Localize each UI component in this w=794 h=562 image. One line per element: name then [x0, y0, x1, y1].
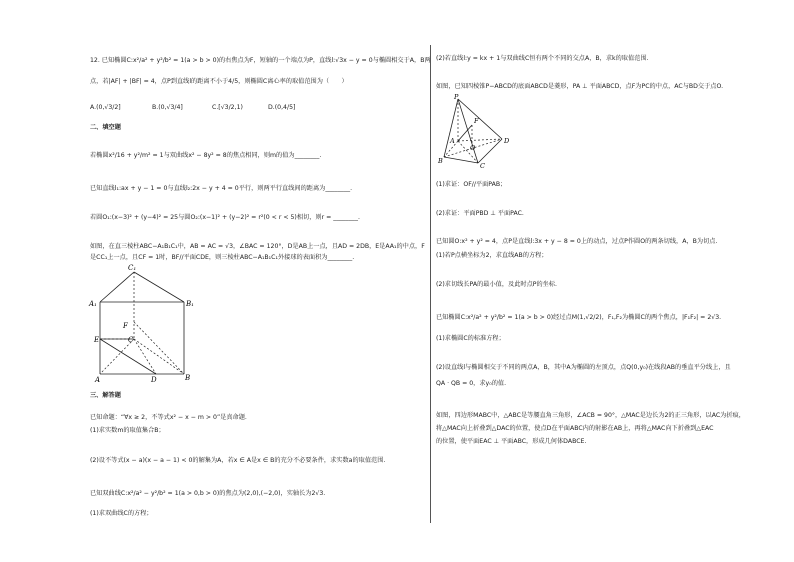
- fill-question-2: 已知直线l₁:ax + y − 1 = 0与直线l₂:2x − y + 4 = 0平行，则两平行直线间的距离为________.: [90, 185, 353, 192]
- q12-option-b: B.(0,√3/4]: [152, 104, 183, 111]
- answer-1-line1: 已知命题：“∀x ≥ 2，不等式x² − x − m > 0”是真命题.: [90, 414, 247, 421]
- q12-option-a: A.(0,√3/2]: [90, 104, 121, 111]
- label-c: C: [128, 336, 134, 344]
- label-b: B: [185, 374, 191, 382]
- right-line-14: 的位置，使平面EAC ⊥ 平面ABC，形成几何体DABCE.: [436, 438, 587, 445]
- right-line-4: (2)求证：平面PBD ⊥ 平面PAC.: [436, 210, 524, 217]
- label-p: P: [454, 93, 459, 101]
- section-fill-in-heading: 二、填空题: [90, 124, 121, 131]
- answer-2-line1: 已知双曲线C:x²/a² − y²/b² = 1(a > 0,b > 0)的焦点为(2,0),(−2,0)，实轴长为2√3.: [90, 490, 326, 497]
- label-b-pyramid: B: [438, 157, 443, 165]
- label-a1: A₁: [89, 300, 97, 308]
- label-f: F: [123, 322, 128, 330]
- label-c-pyramid: C: [480, 162, 485, 169]
- q12-line1: 12. 已知椭圆C:x²/a² + y²/b² = 1(a > b > 0)的右焦点为F，短轴的一个端点为P，直线l:√3x − y = 0与椭圆相交于A，B两: [90, 57, 431, 64]
- right-column: [432, 0, 794, 562]
- right-line-8: 已知椭圆C:x²/a² + y²/b² = 1(a > b > 0)经过点M(1,√2/2)，F₁,F₂为椭圆C的两个焦点，|F₁F₂| = 2√3.: [436, 314, 722, 321]
- prism-figure: [88, 262, 198, 386]
- answer-2-line2: (1)求双曲线C的方程；: [90, 510, 153, 517]
- column-divider: [430, 45, 431, 523]
- label-f-pyramid: F: [474, 117, 479, 125]
- label-e: E: [94, 336, 100, 344]
- fill-question-4-line1: 如图，在直三棱柱ABC−A₁B₁C₁中，AB = AC = √3，∠BAC = 120°，D是AB上一点，且AD = 2DB，E是AA₁的中点，F: [90, 243, 425, 250]
- q12-line2: 点，若|AF| + |BF| = 4，点P到直线l的距离不小于4/5，则椭圆C离心率的取值范围为（ ）: [90, 78, 348, 85]
- right-line-5: 已知圆O:x² + y² = 4，点P是直线l:3x + y − 8 = 0上的动点，过点P作圆O的两条切线，A，B为切点.: [436, 238, 718, 245]
- fill-question-4-line2: 是CC₁上一点，且CF = 1时，BF//平面CDE，则三棱柱ABC−A₁B₁C₁外接球的表面积为________.: [90, 254, 355, 261]
- label-a-pyramid: A: [450, 137, 455, 145]
- label-o-pyramid: O: [470, 144, 476, 152]
- q12-option-c: C.[√3/2,1): [212, 104, 243, 111]
- right-line-12: 如图，四边形MABC中，△ABC是等腰直角三角形，∠ACB = 90°，△MAC是边长为2的正三角形，以AC为折痕，: [436, 412, 745, 419]
- label-d-pyramid: D: [504, 137, 510, 145]
- label-d: D: [151, 376, 157, 384]
- label-c1: C₁: [128, 264, 137, 272]
- label-b1: B₁: [186, 300, 194, 308]
- right-line-2: 如图，已知四棱锥P−ABCD的底面ABCD是菱形，PA ⊥ 平面ABCD，点F为PC的中点，AC与BD交于点O.: [436, 83, 724, 90]
- right-line-11: QA · QB = 0，求y₀的值.: [436, 380, 507, 387]
- q12-option-d: D.(0,4/5]: [268, 104, 296, 111]
- answer-1-line3: (2)设不等式(x − a)(x − a − 1) < 0的解集为A，若x ∈ A是x ∈ B的充分不必要条件，求实数a的取值范围.: [90, 457, 386, 464]
- pyramid-figure: [436, 93, 526, 169]
- fill-question-3: 若圆O₁:(x−3)² + (y−4)² = 25与圆O₂:(x−1)² + (y−2)² = r²(0 < r < 5)相切，则r = ________.: [90, 214, 360, 221]
- right-line-7: (2)求切线长PA的最小值，及此时点P的坐标.: [436, 281, 558, 288]
- right-line-3: (1)求证：OF//平面PAB；: [436, 181, 507, 188]
- section-answer-heading: 三、解答题: [90, 392, 121, 399]
- right-line-1: (2)若直线l:y = kx + 1与双曲线C恒有两个不同的交点A，B，求k的取值范围.: [436, 55, 649, 62]
- right-line-9: (1)求椭圆C的标准方程；: [436, 335, 505, 342]
- right-line-6: (1)若P点横坐标为2，求直线AB的方程；: [436, 252, 548, 259]
- right-line-10: (2)设直线l与椭圆相交于不同的两点A，B，其中A为椭圆的左顶点，点Q(0,y₀)在线段AB的垂直平分线上，且: [436, 364, 731, 371]
- right-line-13: 将△MAC向上折叠到△DAC的位置，使点D在平面ABC内的射影在AB上，再将△MAC向下折叠到△EAC: [436, 425, 714, 432]
- label-a: A: [95, 376, 101, 384]
- answer-1-line2: (1)求实数m的取值集合B；: [90, 427, 165, 434]
- fill-question-1: 若椭圆x²/16 + y²/m² = 1与双曲线x² − 8y² = 8的焦点相同，则m的值为________.: [90, 152, 322, 159]
